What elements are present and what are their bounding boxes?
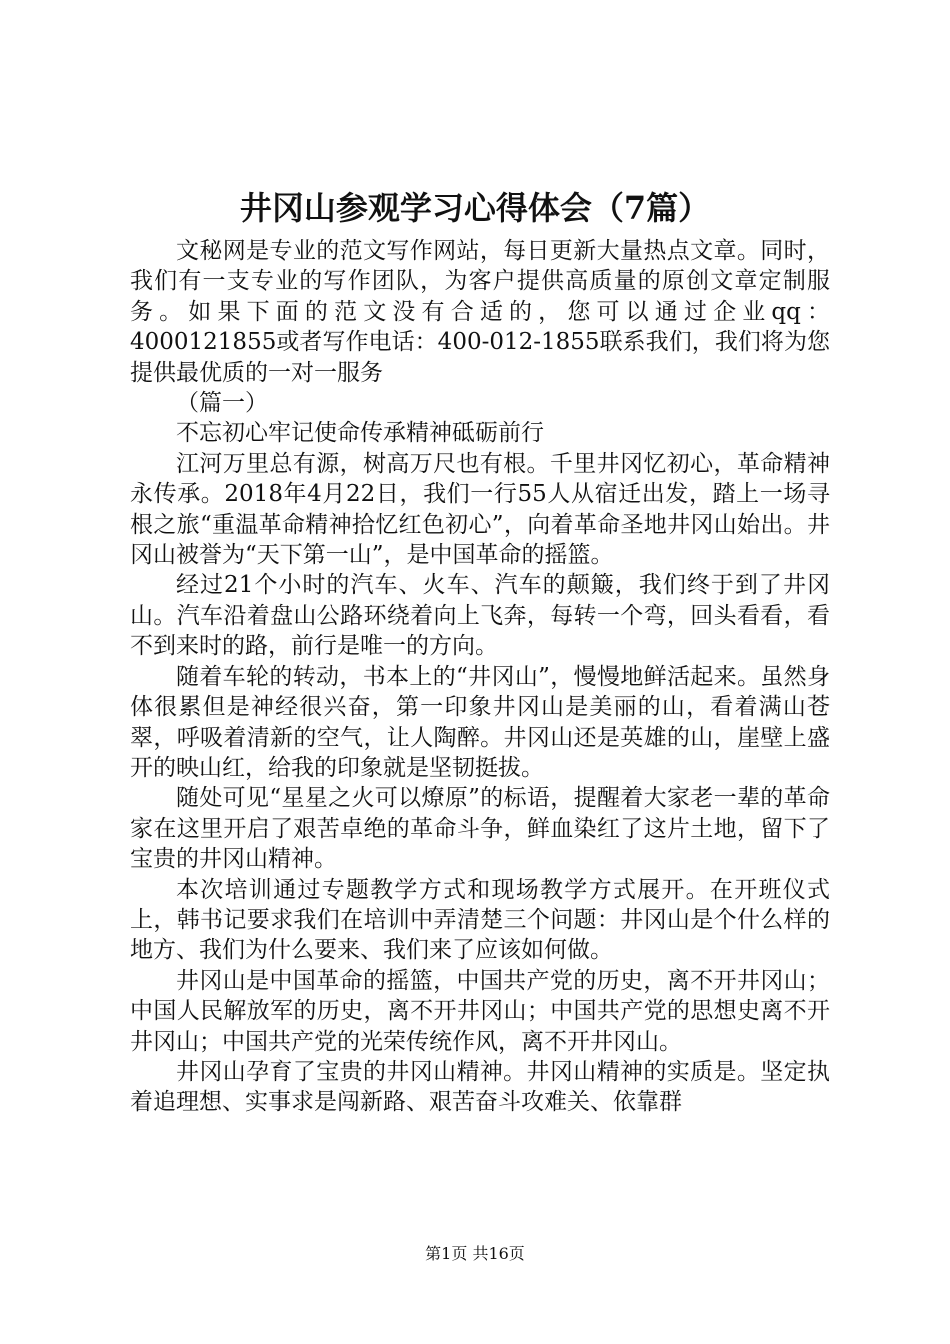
document-body	[130, 236, 830, 1118]
intro-paragraph: 文秘网是专业的范文写作网站，每日更新大量热点文章。同时，我们有一支专业的写作团队，为客户提供高质量的原创文章定制服务。如果下面的范文没有合适的，您可以通过企业qq：4000121855或者写作电话：400-012-1855联系我们，我们将为您提供最优质的一对一服务	[130, 238, 830, 386]
page-number: 第1页 共16页	[425, 1244, 525, 1263]
body-paragraph: 本次培训通过专题教学方式和现场教学方式展开。在开班仪式上，韩书记要求我们在培训中弄清楚三个问题：井冈山是个什么样的地方、我们为什么要来、我们来了应该如何做。	[130, 876, 830, 964]
body-paragraph: 随处可见“星星之火可以燎原”的标语，提醒着大家老一辈的革命家在这里开启了艰苦卓绝的革命斗争，鲜血染红了这片土地，留下了宝贵的井冈山精神。	[130, 785, 830, 873]
body-paragraph: 随着车轮的转动，书本上的“井冈山”，慢慢地鲜活起来。虽然身体很累但是神经很兴奋，第一印象井冈山是美丽的山，看着满山苍翠，呼吸着清新的空气，让人陶醉。井冈山还是英雄的山，崖壁上盛开的映山红，给我的印象就是坚韧挺拔。	[130, 663, 830, 781]
body-paragraph: 江河万里总有源，树高万尺也有根。千里井冈忆初心，革命精神永传承。2018年4月22日，我们一行55人从宿迁出发，踏上一场寻根之旅“重温革命精神拾忆红色初心”，向着革命圣地井冈山始出。井冈山被誉为“天下第一山”，是中国革命的摇篮。	[130, 450, 830, 569]
body-paragraph: 经过21个小时的汽车、火车、汽车的颠簸，我们终于到了井冈山。汽车沿着盘山公路环绕着向上飞奔，每转一个弯，回头看看，看不到来时的路，前行是唯一的方向。	[130, 572, 830, 660]
document-title: 井冈山参观学习心得体会（7篇）	[239, 189, 711, 227]
body-paragraph: 井冈山是中国革命的摇篮，中国共产党的历史，离不开井冈山；中国人民解放军的历史，离不开井冈山；中国共产党的思想史离不开井冈山；中国共产党的光荣传统作风，离不开井冈山。	[130, 967, 830, 1055]
article-subtitle: 不忘初心牢记使命传承精神砥砺前行	[176, 420, 544, 447]
body-paragraph: 井冈山孕育了宝贵的井冈山精神。井冈山精神的实质是。坚定执着追理想、实事求是闯新路、艰苦奋斗攻难关、依靠群	[130, 1058, 830, 1116]
section-heading: （篇一）	[176, 390, 268, 417]
